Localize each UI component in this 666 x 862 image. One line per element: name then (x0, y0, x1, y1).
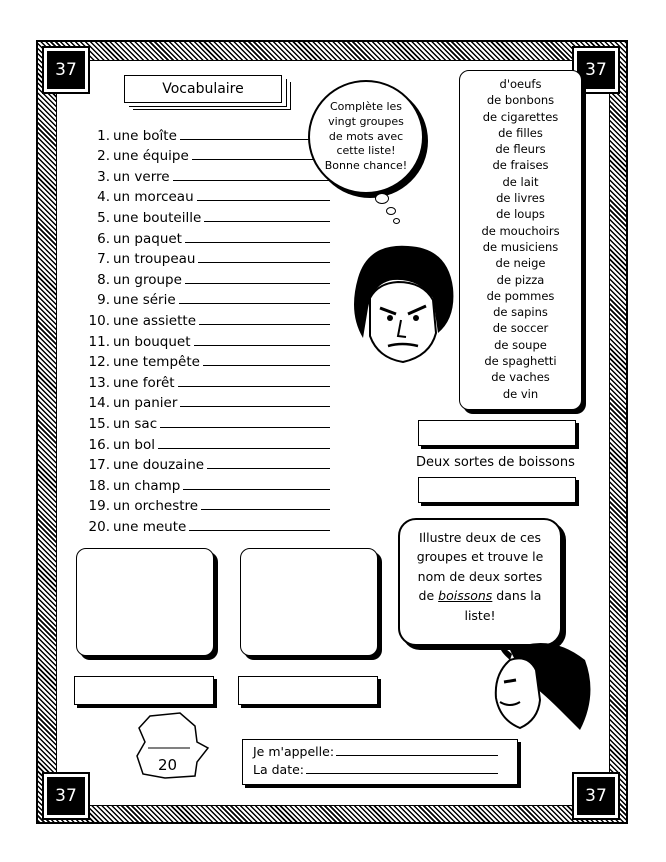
vocab-word: une bouteille (113, 209, 202, 226)
word-list-item: de cigarettes (482, 109, 559, 124)
vocab-number: 19. (88, 498, 110, 515)
word-list-box (459, 70, 582, 410)
vocab-answer-line[interactable] (198, 262, 330, 263)
vocab-number: 9. (97, 292, 110, 309)
score-total: 20 (158, 756, 178, 774)
word-list-item: de vin (502, 386, 539, 401)
speech-line: de boissons dans la (418, 588, 542, 604)
vocab-answer-line[interactable] (179, 303, 330, 304)
speech-line: liste! (464, 607, 496, 623)
vocab-row (80, 514, 330, 535)
vocab-word: un champ (113, 477, 181, 494)
vocab-word: un bol (113, 436, 155, 453)
speech-bubble (398, 518, 562, 646)
word-list-item: de pizza (496, 272, 545, 287)
vocab-row (80, 432, 330, 453)
vocab-row (80, 494, 330, 515)
page-number-top-right: 37 (574, 48, 618, 92)
drink-answer-box-2[interactable] (418, 477, 576, 503)
vocab-number: 16. (88, 436, 110, 453)
speech-line: nom de deux sortes (417, 568, 543, 584)
vocab-row (80, 247, 330, 268)
vocab-number: 17. (88, 457, 110, 474)
vocab-number: 2. (97, 148, 110, 165)
vocab-list (80, 123, 330, 535)
word-list-item: de loups (496, 207, 545, 222)
vocab-row (80, 288, 330, 309)
word-list-item: d'oeufs (499, 77, 542, 91)
vocab-number: 4. (97, 189, 110, 206)
drawing-caption-box-2[interactable] (238, 676, 378, 705)
vocab-word: un panier (113, 395, 178, 412)
vocab-number: 5. (97, 209, 110, 226)
drinks-label: Deux sortes de boissons (416, 455, 575, 470)
vocab-answer-line[interactable] (178, 386, 330, 387)
vocab-word: une boîte (113, 127, 177, 144)
page-number-bottom-right: 37 (574, 774, 618, 818)
vocab-word: une forêt (113, 374, 175, 391)
vocab-word: une équipe (113, 148, 189, 165)
vocab-word: un bouquet (113, 333, 191, 350)
vocab-answer-line[interactable] (173, 180, 330, 181)
vocab-row (80, 267, 330, 288)
word-list-item: de livres (496, 191, 545, 206)
thought-dot (386, 207, 396, 215)
vocab-row (80, 308, 330, 329)
vocab-number: 8. (97, 271, 110, 288)
vocab-word: une tempête (113, 354, 200, 371)
word-list-item: de mouchoirs (481, 223, 560, 238)
speech-line: groupes et trouve le (416, 549, 544, 565)
vocab-row (80, 473, 330, 494)
vocab-number: 3. (97, 168, 110, 185)
vocab-word: une douzaine (113, 457, 205, 474)
vocab-number: 12. (88, 354, 110, 371)
vocab-number: 15. (88, 415, 110, 432)
name-input-line[interactable] (336, 744, 498, 756)
vocab-answer-line[interactable] (194, 345, 330, 346)
word-list-item: de vaches (491, 370, 550, 385)
vocab-row (80, 164, 330, 185)
word-list-item: de pommes (486, 288, 555, 303)
vocab-answer-line[interactable] (183, 489, 330, 490)
vocab-row (80, 453, 330, 474)
vocab-word: un morceau (113, 189, 194, 206)
word-list-item: de spaghetti (484, 354, 557, 369)
page-number-top-left: 37 (44, 48, 88, 92)
word-list-item: de lait (502, 174, 539, 189)
vocab-word: une série (113, 292, 176, 309)
vocab-number: 20. (88, 518, 110, 535)
vocab-answer-line[interactable] (189, 530, 330, 531)
drawing-box-1[interactable] (76, 548, 214, 656)
vocab-row (80, 350, 330, 371)
vocab-answer-line[interactable] (204, 221, 330, 222)
vocab-number: 6. (97, 230, 110, 247)
word-list-item: de neige (495, 256, 546, 271)
vocab-number: 13. (88, 374, 110, 391)
vocab-row (80, 226, 330, 247)
thought-dot (375, 193, 389, 204)
vocab-row (80, 370, 330, 391)
drink-answer-box-1[interactable] (418, 420, 576, 446)
word-list-item: de filles (498, 125, 543, 140)
vocab-word: un groupe (113, 271, 182, 288)
vocab-answer-line[interactable] (192, 159, 330, 160)
vocab-answer-line[interactable] (180, 406, 330, 407)
word-list-item: de soupe (494, 337, 547, 352)
vocab-word: un paquet (113, 230, 182, 247)
vocab-answer-line[interactable] (185, 242, 330, 243)
drawing-caption-box-1[interactable] (74, 676, 214, 705)
vocab-number: 11. (88, 333, 110, 350)
vocab-word: un verre (113, 168, 170, 185)
date-label: La date: (253, 762, 304, 777)
vocab-word: un troupeau (113, 251, 196, 268)
page-number-bottom-left: 37 (44, 774, 88, 818)
vocab-number: 14. (88, 395, 110, 412)
vocab-answer-line[interactable] (158, 448, 330, 449)
vocab-answer-line[interactable] (201, 509, 330, 510)
vocab-row (80, 185, 330, 206)
vocab-word: une meute (113, 518, 187, 535)
thought-bubble-text: Complète les vingt groupes de mots avec cette liste! Bonne chance! (324, 99, 408, 173)
name-date-box (242, 739, 518, 785)
vocab-number: 18. (88, 477, 110, 494)
vocab-number: 7. (97, 251, 110, 268)
vocab-number: 1. (97, 127, 110, 144)
man-face-illustration (338, 238, 462, 368)
vocab-row (80, 144, 330, 165)
vocab-answer-line[interactable] (203, 365, 330, 366)
vocab-row (80, 391, 330, 412)
vocab-answer-line[interactable] (199, 324, 330, 325)
vocab-word: un sac (113, 415, 158, 432)
vocab-answer-line[interactable] (160, 427, 330, 428)
word-list-item: de bonbons (486, 93, 555, 108)
vocab-word: une assiette (113, 312, 196, 329)
word-list-item: de fleurs (495, 142, 546, 157)
vocab-row (80, 411, 330, 432)
word-list-item: de musiciens (482, 239, 559, 254)
word-list-item: de soccer (492, 321, 549, 336)
vocab-word: un orchestre (113, 498, 199, 515)
woman-face-illustration (480, 640, 600, 740)
vocab-row (80, 205, 330, 226)
vocab-answer-line[interactable] (207, 468, 330, 469)
vocab-row (80, 329, 330, 350)
page-title: Vocabulaire (124, 75, 282, 103)
vocab-answer-line[interactable] (185, 283, 330, 284)
thought-dot (393, 218, 400, 224)
vocab-row (80, 123, 330, 144)
word-list-item: de fraises (492, 158, 549, 173)
vocab-number: 10. (88, 312, 110, 329)
drawing-box-2[interactable] (240, 548, 378, 656)
name-label: Je m'appelle: (253, 744, 335, 759)
thought-bubble (308, 80, 424, 194)
vocab-answer-line[interactable] (197, 200, 330, 201)
word-list-item: de sapins (493, 305, 548, 320)
date-input-line[interactable] (306, 762, 498, 774)
speech-line: Illustre deux de ces (418, 530, 542, 545)
